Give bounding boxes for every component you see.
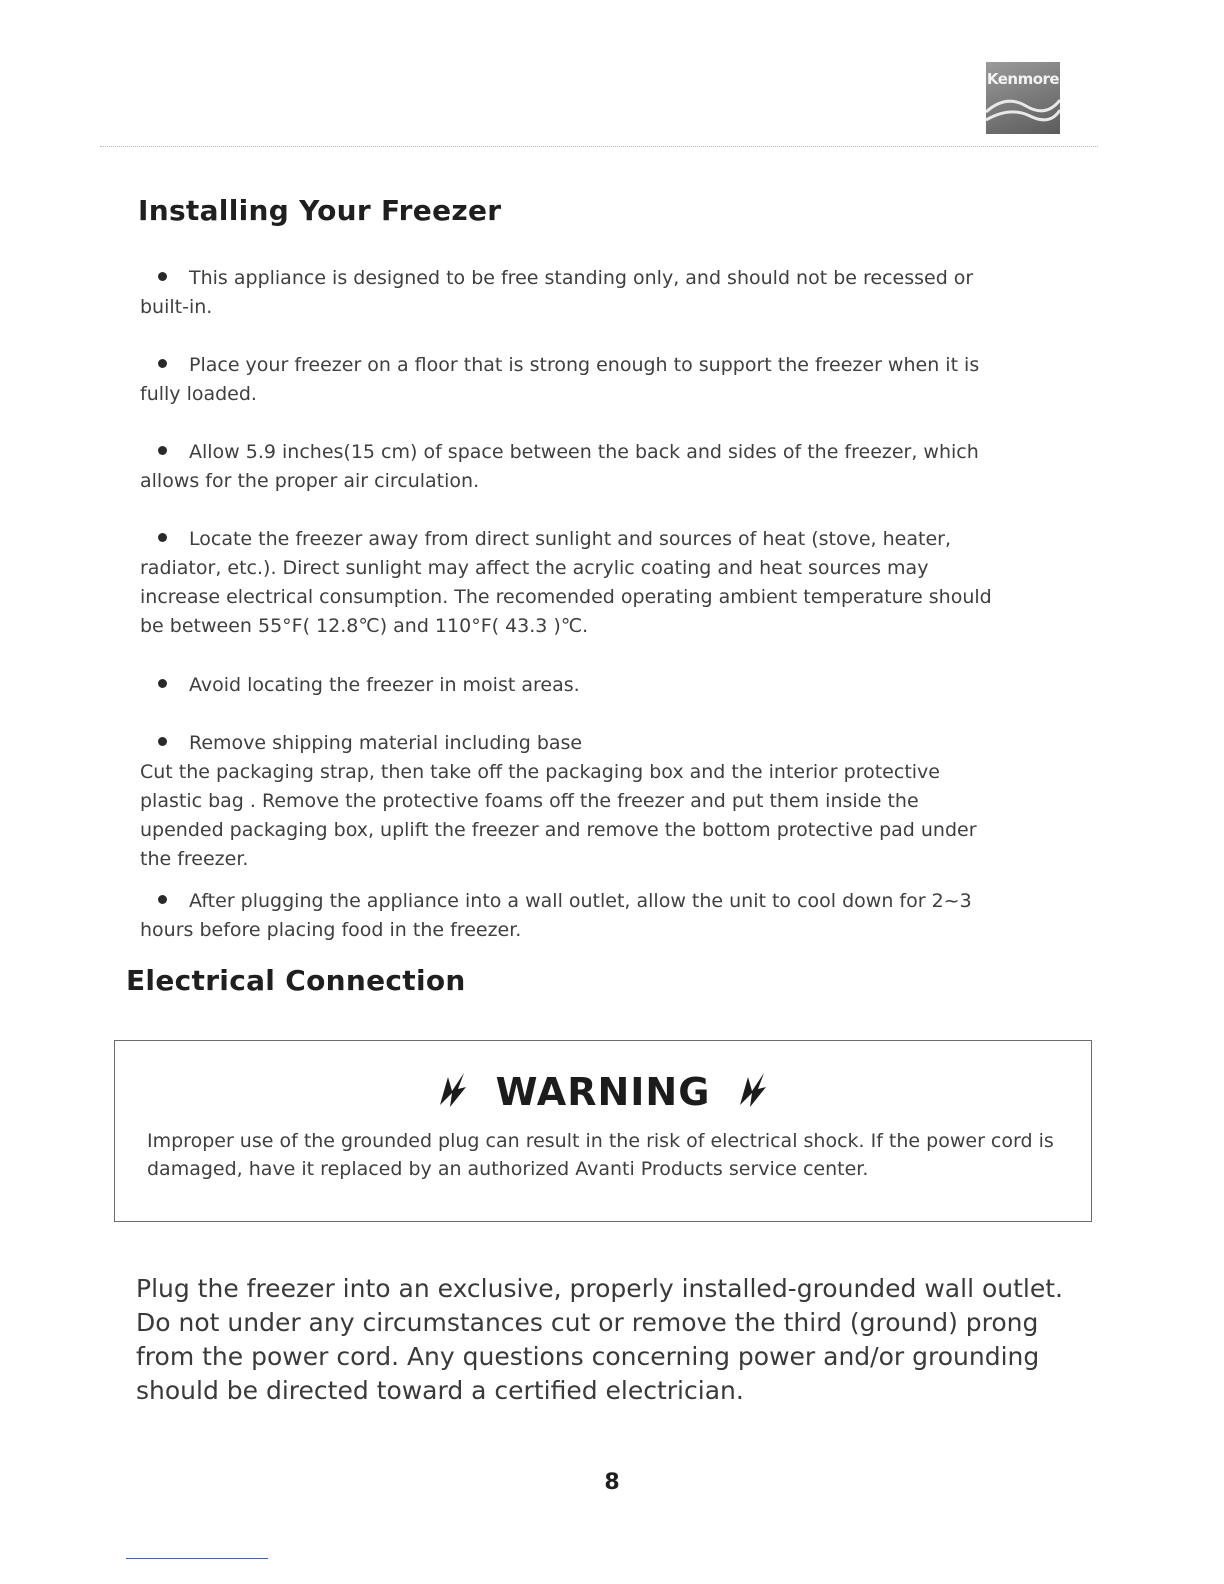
install-item-3: Allow 5.9 inches(15 cm) of space between the back and sides of the freezer, which allows for the proper air circulation. (140, 441, 979, 492)
header-divider (100, 146, 1098, 147)
warning-box (114, 1040, 1092, 1222)
logo-text: Kenmore (986, 70, 1060, 88)
install-item-5: Avoid locating the freezer in moist areas. (140, 671, 1000, 700)
bullet-icon (158, 737, 167, 746)
bullet-icon (158, 679, 167, 688)
lightning-icon (736, 1069, 770, 1118)
lightning-icon (436, 1069, 470, 1118)
install-item-4: Locate the freezer away from direct sunlight and sources of heat (stove, heater, radiator, etc.). Direct sunlight may affect the acrylic coating and heat sources may increase electrical consumption. The recomended operating ambient temperature should be between 55°F( 12.8℃) and 110°F( 43.3 )℃. (140, 528, 992, 637)
install-item-2: Place your freezer on a floor that is strong enough to support the freezer when it is fully loaded. (140, 354, 980, 405)
bullet-icon (158, 446, 167, 455)
install-item-1: This appliance is designed to be free standing only, and should not be recessed or built-in. (140, 267, 974, 318)
shipping-detail: Cut the packaging strap, then take off the packaging box and the interior protective plastic bag . Remove the protective foams off the freezer and put them inside the upended packaging box, uplift the freezer and remove the bottom protective pad under the freezer. (140, 761, 977, 870)
bullet-icon (158, 895, 167, 904)
page-number: 8 (604, 1470, 620, 1495)
logo-wave-icon (986, 92, 1060, 134)
install-item-6: Remove shipping material including base (140, 729, 1000, 758)
warning-heading: WARNING (115, 1069, 1091, 1118)
electrical-title: Electrical Connection (126, 964, 466, 997)
installing-title: Installing Your Freezer (138, 194, 502, 227)
bullet-icon (158, 359, 167, 368)
footer-line (126, 1558, 268, 1559)
grounding-instructions: Plug the freezer into an exclusive, properly installed-grounded wall outlet. Do not under any circumstances cut or remove the third (ground) prong from the power cord. Any questions concerning power and/or grounding should be directed toward a certified electrician. (136, 1274, 1063, 1405)
install-item-7: After plugging the appliance into a wall outlet, allow the unit to cool down for 2~3 hours before placing food in the freezer. (140, 890, 972, 941)
bullet-icon (158, 533, 167, 542)
bullet-icon (158, 272, 167, 281)
warning-text: Improper use of the grounded plug can result in the risk of electrical shock. If the power cord is damaged, have it replaced by an authorized Avanti Products service center. (147, 1130, 1054, 1180)
kenmore-logo (986, 62, 1060, 134)
